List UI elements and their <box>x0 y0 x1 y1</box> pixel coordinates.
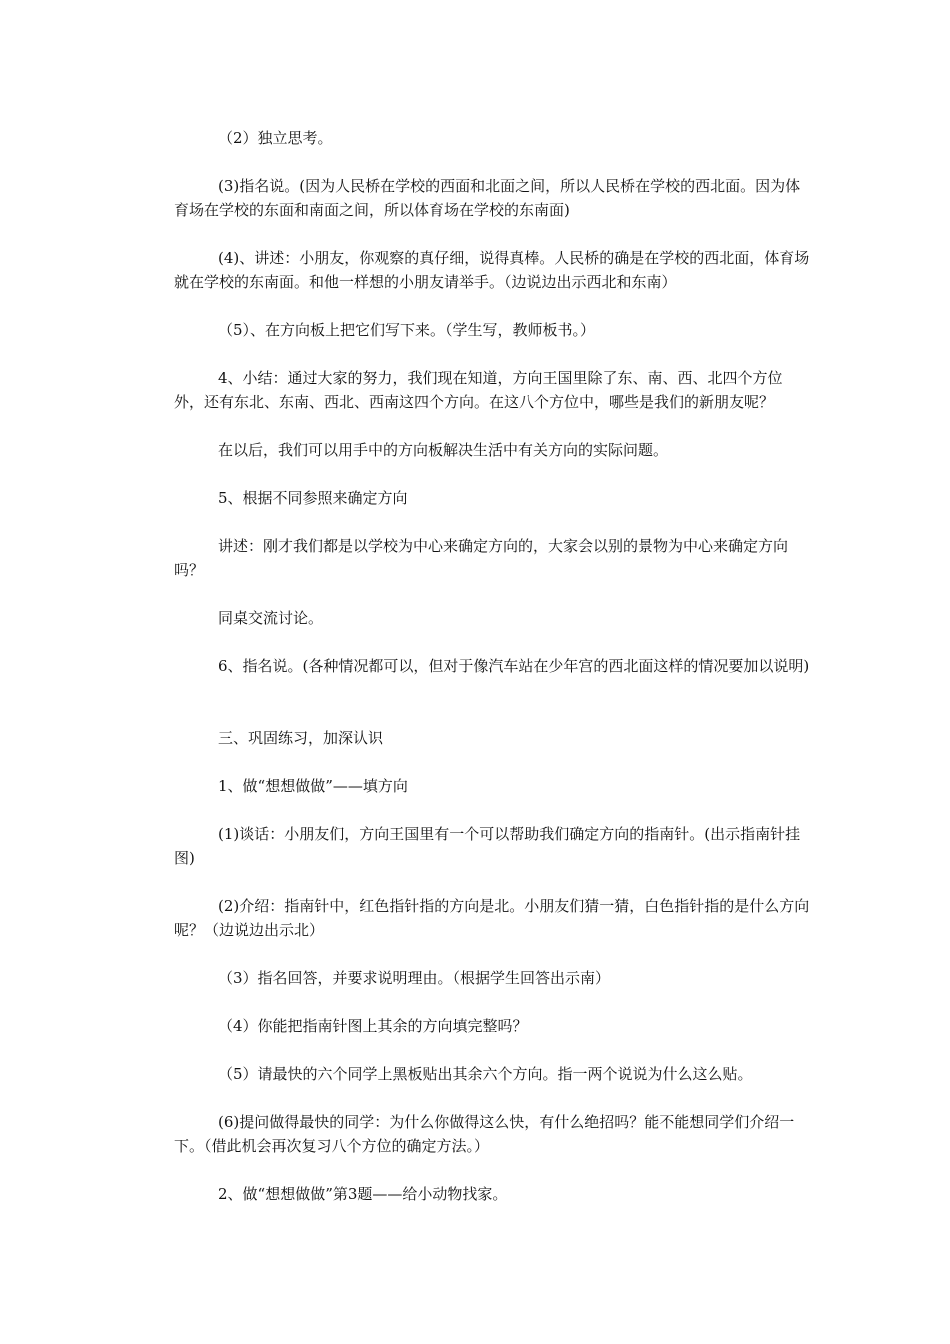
paragraph-compass-talk: (1)谈话：小朋友们，方向王国里有一个可以帮助我们确定方向的指南针。(出示指南针挂图) <box>174 825 801 867</box>
paragraph-summary: 4、小结：通过大家的努力，我们现在知道，方向王国里除了东、南、西、北四个方位外，还有东北、东南、西北、西南这四个方向。在这八个方位中，哪些是我们的新朋友呢？ <box>174 369 783 411</box>
paragraph-compass-intro: (2)介绍：指南针中，红色指针指的方向是北。小朋友们猜一猜，白色指针指的是什么方向呢？（边说边出示北） <box>174 897 810 939</box>
paragraph-question-fastest: (6)提问做得最快的同学：为什么你做得这么快，有什么绝招吗？能不能想同学们介绍一下。（借此机会再次复习八个方位的确定方法。） <box>174 1113 795 1155</box>
section-heading-practice: 三、巩固练习，加深认识 <box>218 729 384 747</box>
paragraph-narration: (4)、讲述：小朋友，你观察的真仔细，说得真棒。人民桥的确是在学校的西北面，体育场就在学校的东南面。和他一样想的小朋友请举手。（边说边出示西北和东南） <box>174 249 810 291</box>
paragraph-fill-directions: （4）你能把指南针图上其余的方向填完整吗？ <box>218 1017 528 1035</box>
paragraph-discussion: 同桌交流讨论。 <box>218 609 324 627</box>
paragraph-exercise-1: 1、做“想想做做”——填方向 <box>218 777 408 795</box>
paragraph-independent-thinking: （2）独立思考。 <box>218 129 333 147</box>
paragraph-answer-reason: （3）指名回答，并要求说明理由。（根据学生回答出示南） <box>218 969 611 987</box>
paragraph-reference-heading: 5、根据不同参照来确定方向 <box>218 489 408 507</box>
paragraph-name-answer: (3)指名说。(因为人民桥在学校的西面和北面之间，所以人民桥在学校的西北面。因为体育场在学校的东面和南面之间，所以体育场在学校的东南面) <box>174 177 801 219</box>
paragraph-exercise-2: 2、做“想想做做”第3题——给小动物找家。 <box>218 1185 508 1203</box>
paragraph-reference-narration: 讲述：刚才我们都是以学校为中心来确定方向的，大家会以别的景物为中心来确定方向吗？ <box>174 537 789 579</box>
paragraph-write-on-board: （5）、在方向板上把它们写下来。（学生写，教师板书。） <box>218 321 596 339</box>
paragraph-name-answer-2: 6、指名说。(各种情况都可以，但对于像汽车站在少年宫的西北面这样的情况要加以说明) <box>218 657 810 675</box>
paragraph-blackboard: （5）请最快的六个同学上黑板贴出其余六个方向。指一两个说说为什么这么贴。 <box>218 1065 753 1083</box>
paragraph-future-use: 在以后，我们可以用手中的方向板解决生活中有关方向的实际问题。 <box>218 441 669 459</box>
